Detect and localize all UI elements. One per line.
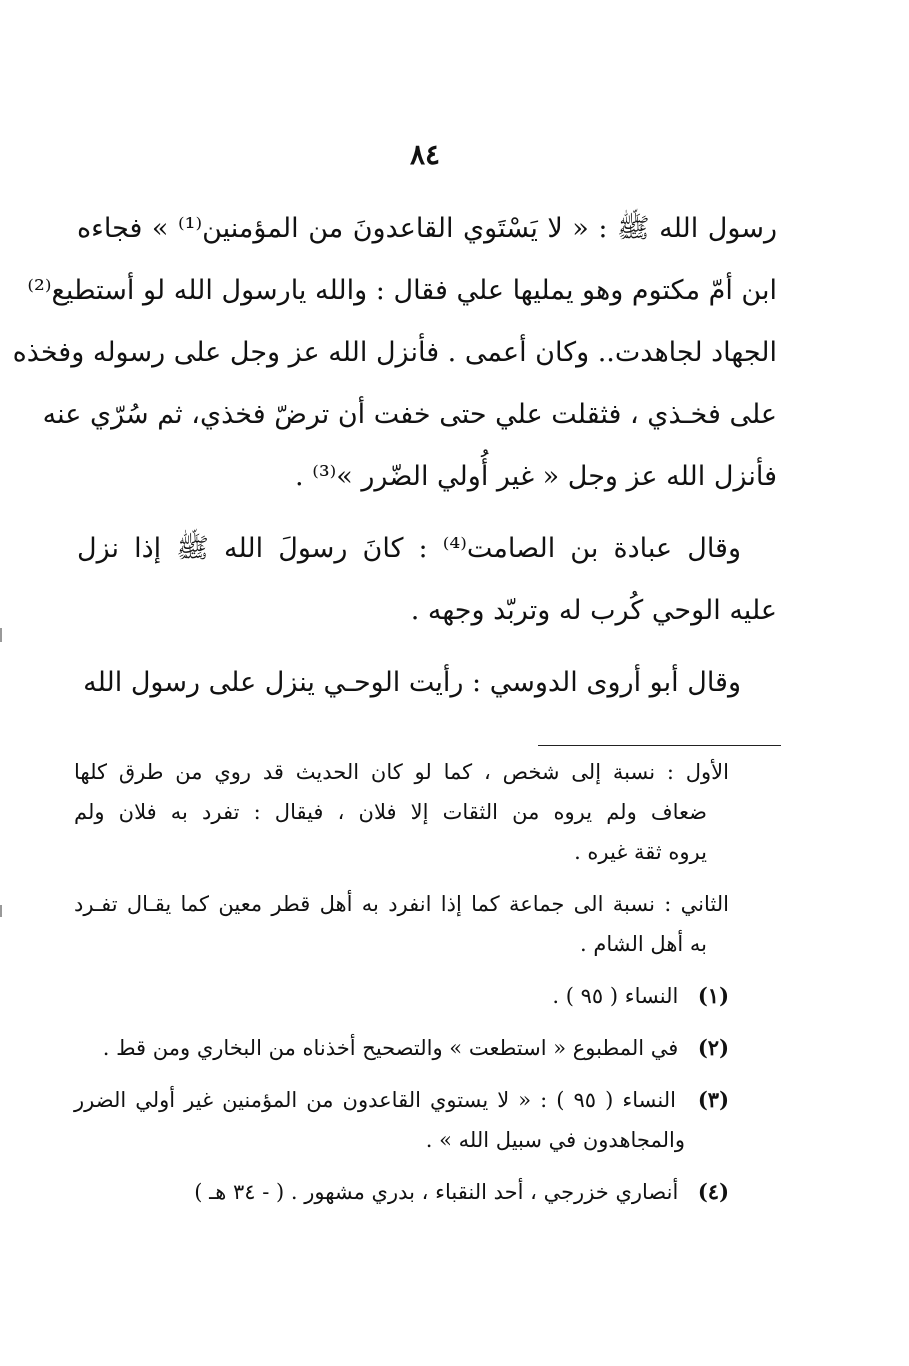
text-line: الجهاد لجاهدت.. وكان أعمى . فأنزل الله عز وجل على رسوله وفخذه [12, 337, 777, 368]
footnotes [74, 752, 729, 1212]
footnote-3-continued: والمجاهدون في سبيل الله » . [425, 1128, 685, 1152]
footnote-line: الثاني : نسبة الى جماعة كما إذا انفرد به أهل قطر معين كما يقـال تفـرد [74, 892, 729, 916]
footnote-line: ضعاف ولم يروه من الثقات إلا فلان ، فيقال : تفرد به فلان ولم [74, 800, 707, 824]
text-line: فأنزل الله عز وجل « غير أُولي الضّرر »⁽³⁾ . [295, 461, 777, 492]
footnote-line: به أهل الشام . [580, 932, 707, 956]
main-text [12, 198, 777, 714]
text-line: وقال أبو أروى الدوسي : رأيت الوحـي ينزل على رسول الله [83, 667, 741, 698]
footnote-divider [538, 745, 781, 746]
footnote-number: (٤) [697, 1179, 729, 1204]
footnote-text: في المطبوع « استطعت » والتصحيح أخذناه من البخاري ومن قط . [102, 1036, 679, 1060]
footnote-4 [74, 1172, 729, 1212]
text-line: رسول الله ﷺ : « لا يَسْتَوي القاعدونَ من المؤمنين⁽¹⁾ » فجاءه [77, 213, 777, 244]
footnote-2 [74, 1028, 729, 1068]
footnote-text: النساء ( ٩٥ ) : « لا يستوي القاعدون من المؤمنين غير أولي الضرر [74, 1088, 676, 1112]
scan-edge-mark [0, 905, 2, 917]
page-number: ٨٤ [409, 138, 441, 171]
text-line: على فخـذي ، فثقلت علي حتى خفت أن ترضّ فخذي، ثم سُرّي عنه [42, 399, 777, 430]
footnote-1 [74, 976, 729, 1016]
footnote-number: (٢) [697, 1035, 729, 1060]
footnote-3 [74, 1080, 729, 1120]
footnote-text: أنصاري خزرجي ، أحد النقباء ، بدري مشهور . ( - ٣٤ هـ ) [194, 1180, 679, 1204]
footnote-number: (١) [697, 983, 729, 1008]
footnote-number: (٣) [697, 1087, 730, 1112]
footnote-line: يروه ثقة غيره . [574, 840, 707, 864]
scan-edge-mark [0, 628, 2, 642]
footnote-text: النساء ( ٩٥ ) . [552, 984, 679, 1008]
footnote-line: الأول : نسبة إلى شخص ، كما لو كان الحديث قد روي من طرق كلها [74, 760, 729, 784]
text-line: ابن أمّ مكتوم وهو يمليها علي فقال : والله يارسول الله لو أستطيع⁽²⁾ [27, 275, 777, 306]
text-line: عليه الوحي كُرب له وتربّد وجهه . [410, 595, 777, 626]
text-line: وقال عبادة بن الصامت⁽⁴⁾ : كانَ رسولَ الله ﷺ إذا نزل [77, 533, 742, 564]
